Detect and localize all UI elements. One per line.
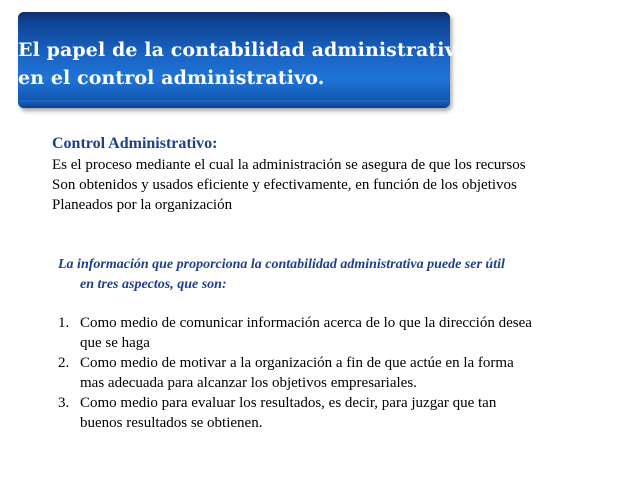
aspects-list bbox=[58, 313, 618, 433]
title-line: en el control administrativo. bbox=[18, 67, 325, 89]
list-item-line: Como medio para evaluar los resultados, es decir, para juzgar que tan bbox=[80, 395, 497, 411]
definition-heading: Control Administrativo: bbox=[52, 135, 218, 152]
definition-line: Son obtenidos y usados eficiente y efectivamente, en función de los objetivos bbox=[52, 177, 517, 193]
list-item bbox=[58, 393, 618, 433]
list-item bbox=[58, 353, 618, 393]
definition-line: Es el proceso mediante el cual la administración se asegura de que los recursos bbox=[52, 157, 526, 173]
list-item-line: Como medio de comunicar información acerca de lo que la dirección desea bbox=[80, 315, 532, 331]
intro-paragraph bbox=[58, 255, 618, 295]
definition-line: Planeados por la organización bbox=[52, 197, 233, 213]
list-number: 1. bbox=[58, 315, 70, 331]
list-number: 3. bbox=[58, 395, 70, 411]
list-item-line: mas adecuada para alcanzar los objetivos empresariales. bbox=[80, 375, 417, 391]
definition-block bbox=[52, 133, 622, 215]
list-number: 2. bbox=[58, 355, 70, 371]
list-item bbox=[58, 313, 618, 353]
list-item-line: Como medio de motivar a la organización a fin de que actúe en la forma bbox=[80, 355, 514, 371]
list-item-line: que se haga bbox=[80, 335, 150, 351]
slide-title bbox=[18, 36, 469, 92]
list-item-line: buenos resultados se obtienen. bbox=[80, 415, 263, 431]
intro-line: La información que proporciona la contabilidad administrativa puede ser útil bbox=[58, 257, 505, 272]
intro-line: en tres aspectos, que son: bbox=[80, 277, 227, 292]
title-line: El papel de la contabilidad administrativa bbox=[18, 39, 469, 61]
